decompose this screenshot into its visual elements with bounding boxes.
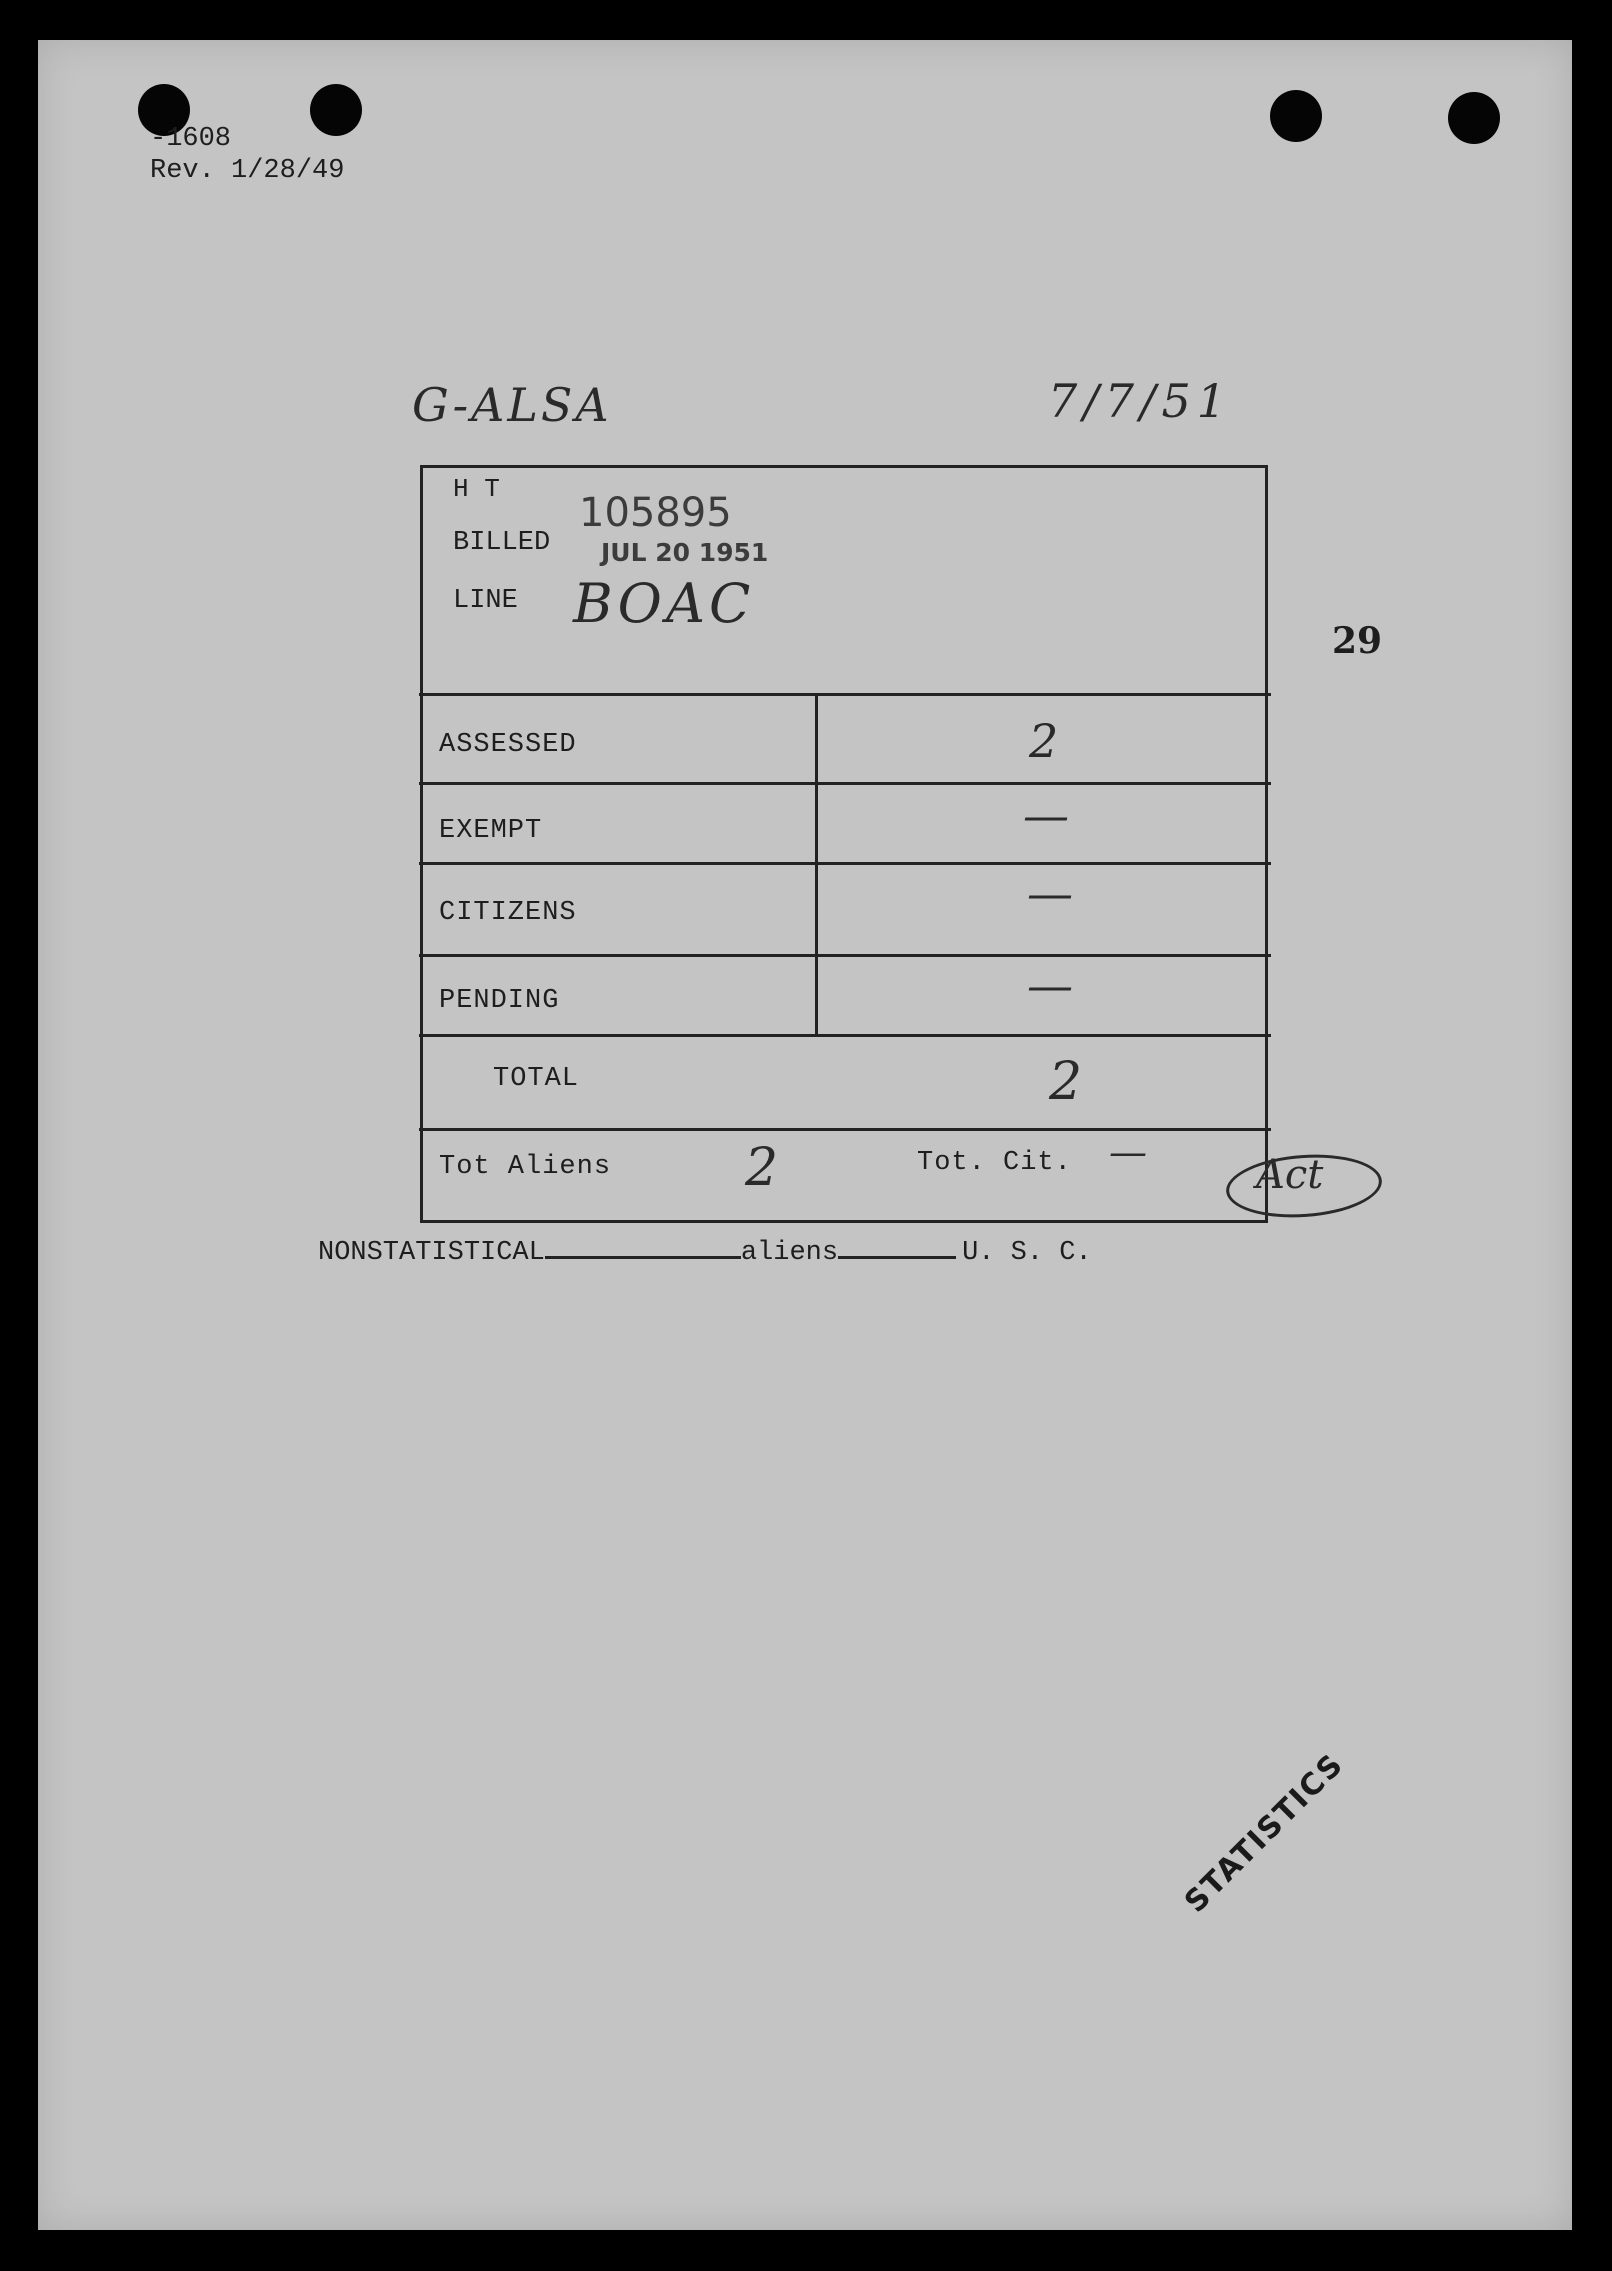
statistics-stamp: STATISTICS [1178, 1746, 1352, 1920]
nonstatistical-label: NONSTATISTICAL [318, 1238, 545, 1268]
row-label-assessed: ASSESSED [439, 730, 577, 760]
tot-cit-value: — [1109, 1130, 1147, 1174]
total-value: 2 [1049, 1052, 1083, 1112]
line-value: BOAC [573, 572, 755, 635]
nonstatistical-line [318, 1238, 1092, 1268]
nonstatistical-usc-label: U. S. C. [962, 1238, 1092, 1268]
nonstatistical-aliens-label: aliens [740, 1238, 839, 1268]
inspector-initials: Act [1256, 1152, 1324, 1198]
manifest-table [420, 465, 1268, 1223]
row-label-exempt: EXEMPT [439, 816, 543, 846]
line-label: LINE [453, 586, 518, 616]
column-divider [815, 693, 818, 1034]
page-number: 29 [1332, 620, 1383, 662]
rule-row-3 [419, 954, 1271, 957]
rule-row-4 [419, 1034, 1271, 1037]
rule-row-1 [419, 782, 1271, 785]
nonstatistical-aliens-blank [545, 1256, 741, 1259]
form-revision: Rev. 1/28/49 [150, 156, 345, 186]
billed-date-stamp: JUL 20 1951 [601, 538, 769, 567]
row-value-exempt: — [1023, 788, 1069, 842]
rule-row-2 [419, 862, 1271, 865]
row-label-pending: PENDING [439, 986, 560, 1016]
ht-label: H T [453, 474, 500, 504]
row-value-citizens: — [1027, 866, 1073, 920]
document-page [38, 40, 1572, 2230]
row-value-pending: — [1027, 958, 1073, 1012]
tot-aliens-value: 2 [745, 1138, 779, 1198]
punch-hole-3 [1270, 90, 1322, 142]
total-label: TOTAL [493, 1064, 580, 1094]
row-value-assessed: 2 [1029, 714, 1059, 768]
form-number: -1608 [150, 124, 232, 154]
nonstatistical-usc-blank [838, 1256, 956, 1259]
flight-number: G-ALSA [412, 378, 612, 432]
punch-hole-2 [310, 84, 362, 136]
billed-number: 105895 [579, 490, 732, 536]
tot-cit-label: Tot. Cit. [917, 1148, 1072, 1178]
billed-label: BILLED [453, 528, 551, 558]
row-label-citizens: CITIZENS [439, 898, 577, 928]
rule-header [419, 693, 1271, 696]
tot-aliens-label: Tot Aliens [439, 1152, 612, 1182]
punch-hole-4 [1448, 92, 1500, 144]
form-date: 7/7/51 [1048, 374, 1233, 428]
